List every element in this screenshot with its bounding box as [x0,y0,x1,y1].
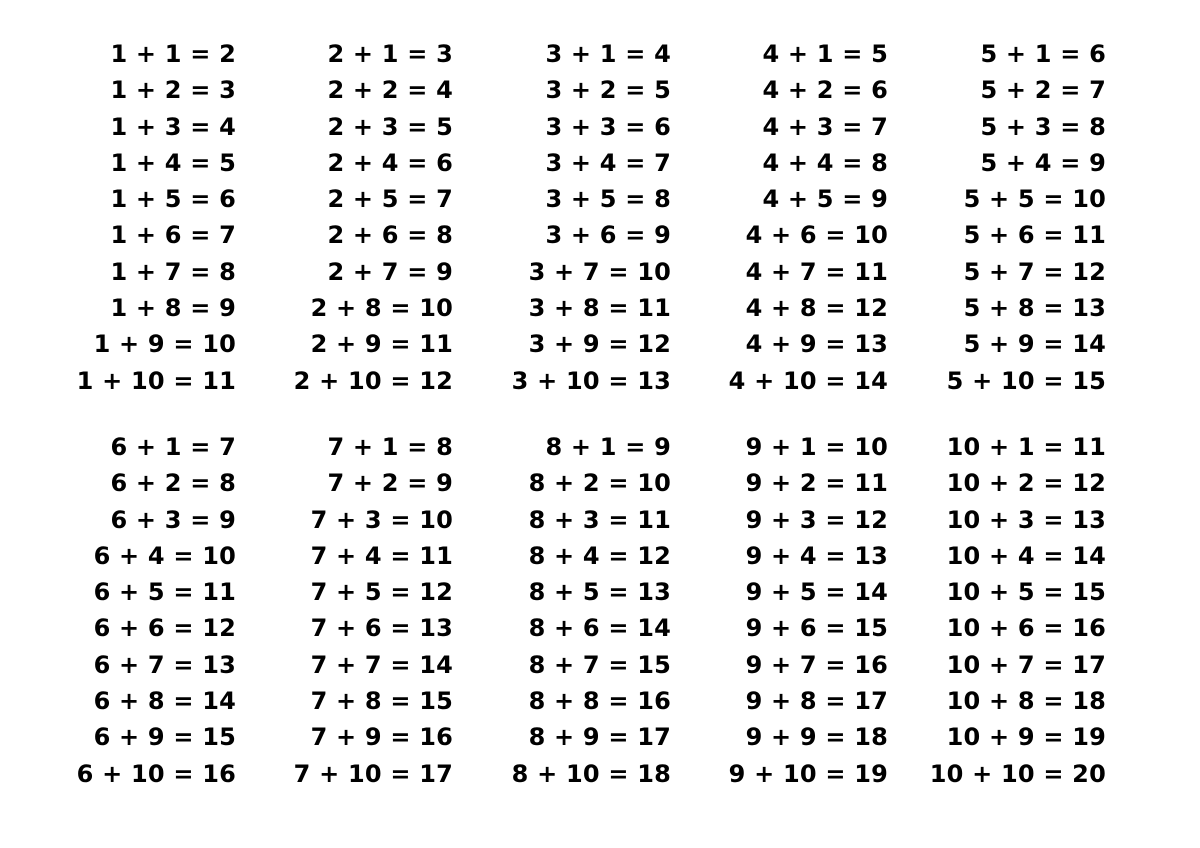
equation: 5 + 6 = 11 [963,221,1106,250]
addition-column-3 [471,36,671,399]
equation: 4 + 6 = 10 [745,221,888,250]
equation: 2 + 2 = 4 [327,76,453,105]
equation: 2 + 8 = 10 [310,294,453,323]
equation: 7 + 1 = 8 [327,433,453,461]
equation: 5 + 7 = 12 [963,257,1106,286]
equation: 4 + 4 = 8 [762,148,888,177]
equation: 9 + 2 = 11 [745,469,888,498]
equation: 4 + 8 = 12 [745,294,888,323]
equation: 10 + 7 = 17 [946,650,1106,679]
addition-column-9 [688,429,888,792]
equation: 5 + 5 = 10 [963,185,1106,214]
equation: 4 + 7 = 11 [745,257,888,286]
equation: 5 + 10 = 15 [946,366,1106,395]
equation: 4 + 3 = 7 [762,112,888,141]
equation: 10 + 6 = 16 [946,614,1106,643]
addition-column-5 [906,36,1106,399]
equation: 1 + 5 = 6 [110,185,236,214]
equation: 9 + 7 = 16 [745,650,888,679]
equation: 9 + 8 = 17 [745,687,888,716]
equation: 2 + 1 = 3 [327,40,453,68]
equation: 3 + 10 = 13 [511,366,671,395]
addition-column-1 [36,36,236,399]
equation: 2 + 7 = 9 [327,257,453,286]
equation: 7 + 4 = 11 [310,541,453,570]
addition-column-4 [688,36,888,399]
equation: 6 + 6 = 12 [93,614,236,643]
equation: 1 + 10 = 11 [76,366,236,395]
equation: 3 + 2 = 5 [545,76,671,105]
equation: 6 + 7 = 13 [93,650,236,679]
equation: 5 + 8 = 13 [963,294,1106,323]
equation: 6 + 5 = 11 [93,578,236,607]
equation: 6 + 10 = 16 [76,759,236,788]
equation: 1 + 2 = 3 [110,76,236,105]
equation: 9 + 5 = 14 [745,578,888,607]
equation: 5 + 3 = 8 [980,112,1106,141]
equation: 7 + 8 = 15 [310,687,453,716]
equation: 4 + 10 = 14 [728,366,888,395]
equation: 1 + 7 = 8 [110,257,236,286]
addition-column-8 [471,429,671,792]
equation: 8 + 8 = 16 [528,687,671,716]
equation: 10 + 1 = 11 [946,433,1106,461]
equation: 9 + 4 = 13 [745,541,888,570]
equation: 1 + 8 = 9 [110,294,236,323]
equation: 4 + 9 = 13 [745,330,888,359]
equation: 8 + 9 = 17 [528,723,671,752]
equation: 10 + 8 = 18 [946,687,1106,716]
equation: 8 + 3 = 11 [528,505,671,534]
equation: 3 + 9 = 12 [528,330,671,359]
equation: 9 + 6 = 15 [745,614,888,643]
equation: 3 + 8 = 11 [528,294,671,323]
addition-column-10 [906,429,1106,792]
equation: 10 + 10 = 20 [929,759,1106,788]
equation: 5 + 9 = 14 [963,330,1106,359]
equation: 5 + 1 = 6 [980,40,1106,68]
equation: 2 + 6 = 8 [327,221,453,250]
equation: 10 + 5 = 15 [946,578,1106,607]
equation: 1 + 9 = 10 [93,330,236,359]
equation: 4 + 2 = 6 [762,76,888,105]
equation: 5 + 4 = 9 [980,148,1106,177]
equation: 3 + 4 = 7 [545,148,671,177]
equation: 8 + 10 = 18 [511,759,671,788]
equation: 3 + 6 = 9 [545,221,671,250]
equation: 2 + 4 = 6 [327,148,453,177]
equation: 1 + 4 = 5 [110,148,236,177]
equation: 7 + 6 = 13 [310,614,453,643]
equation: 7 + 7 = 14 [310,650,453,679]
equation: 7 + 2 = 9 [327,469,453,498]
equation: 6 + 9 = 15 [93,723,236,752]
equation: 7 + 5 = 12 [310,578,453,607]
equation: 9 + 9 = 18 [745,723,888,752]
equation: 2 + 10 = 12 [293,366,453,395]
equation: 10 + 4 = 14 [946,541,1106,570]
equation: 8 + 7 = 15 [528,650,671,679]
equation: 3 + 1 = 4 [545,40,671,68]
equation: 8 + 4 = 12 [528,541,671,570]
equation: 7 + 9 = 16 [310,723,453,752]
equation: 8 + 1 = 9 [545,433,671,461]
equation: 6 + 8 = 14 [93,687,236,716]
equation: 9 + 1 = 10 [745,433,888,461]
equation: 6 + 4 = 10 [93,541,236,570]
equation: 2 + 5 = 7 [327,185,453,214]
equation: 4 + 5 = 9 [762,185,888,214]
equation: 10 + 9 = 19 [946,723,1106,752]
equation: 5 + 2 = 7 [980,76,1106,105]
addition-column-7 [253,429,453,792]
equation: 1 + 3 = 4 [110,112,236,141]
addition-column-2 [253,36,453,399]
equation: 2 + 9 = 11 [310,330,453,359]
equation: 6 + 2 = 8 [110,469,236,498]
equation: 10 + 2 = 12 [946,469,1106,498]
equation: 7 + 10 = 17 [293,759,453,788]
equation: 3 + 5 = 8 [545,185,671,214]
equation: 7 + 3 = 10 [310,505,453,534]
equation: 1 + 6 = 7 [110,221,236,250]
equation: 9 + 10 = 19 [728,759,888,788]
equation: 1 + 1 = 2 [110,40,236,68]
equation: 6 + 3 = 9 [110,505,236,534]
equation: 9 + 3 = 12 [745,505,888,534]
equation: 6 + 1 = 7 [110,433,236,461]
equation: 3 + 3 = 6 [545,112,671,141]
equation: 10 + 3 = 13 [946,505,1106,534]
equation: 2 + 3 = 5 [327,112,453,141]
equation: 8 + 6 = 14 [528,614,671,643]
equation: 3 + 7 = 10 [528,257,671,286]
equation: 4 + 1 = 5 [762,40,888,68]
equation: 8 + 2 = 10 [528,469,671,498]
equation: 8 + 5 = 13 [528,578,671,607]
addition-column-6 [36,429,236,792]
